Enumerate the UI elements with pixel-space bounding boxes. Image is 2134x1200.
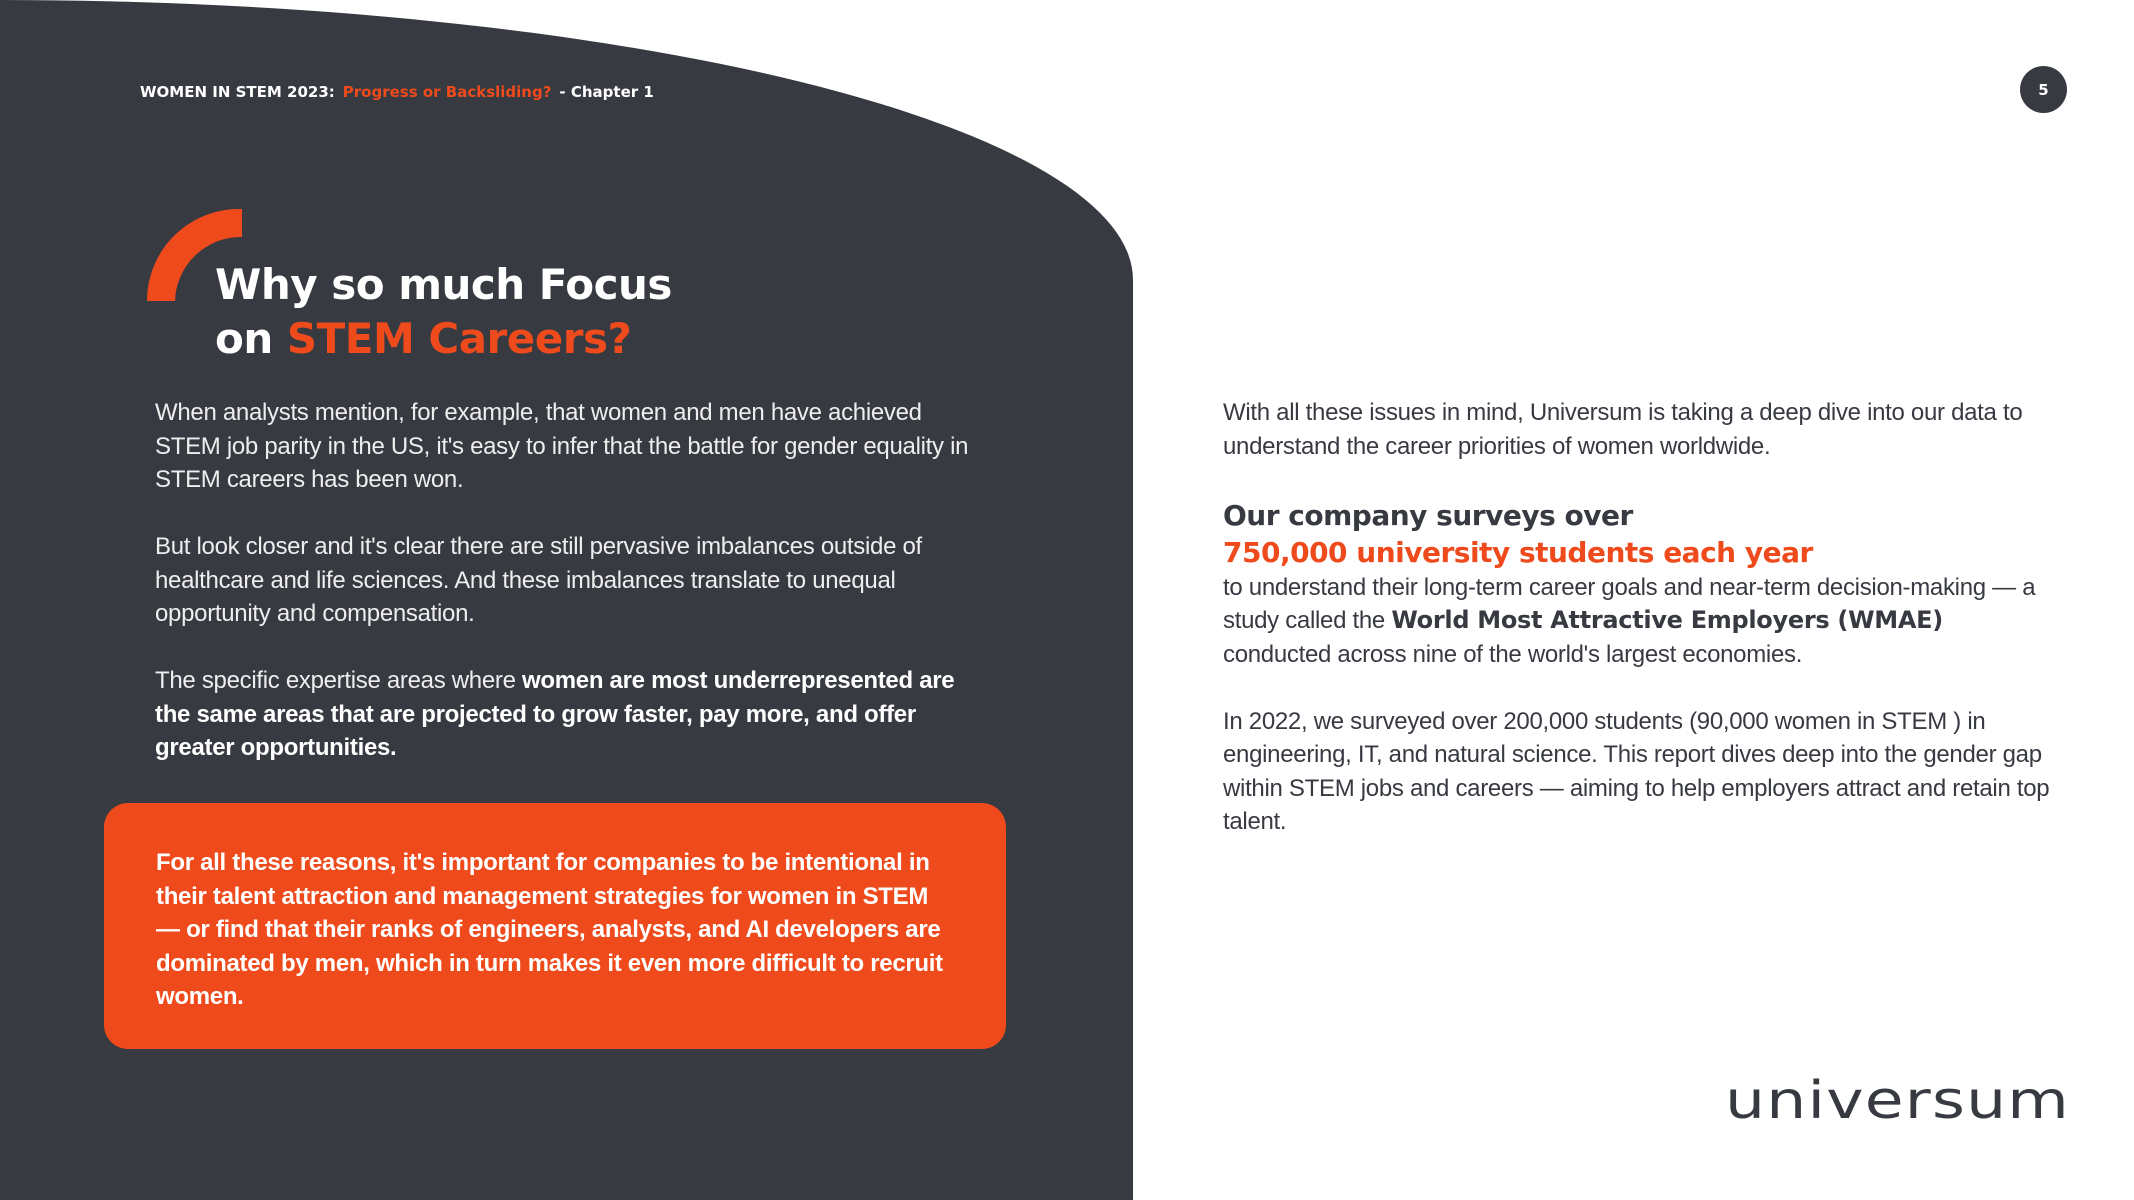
right-paragraph-2-start: to understand their long-term career goals and near-term decision-making — a study called the xyxy=(1223,573,2036,634)
section-title xyxy=(215,258,915,366)
page-number-badge: 5 xyxy=(2020,66,2067,113)
title-line-2 xyxy=(215,312,915,366)
title-line-2-prefix: on xyxy=(215,314,273,363)
logo-wordmark: universum xyxy=(1725,1078,2070,1124)
chapter-label: - Chapter 1 xyxy=(559,83,654,101)
left-paragraph-2: But look closer and it's clear there are still pervasive imbalances outside of healthcare and life sciences. And these imbalances translate to unequal opportunity and compensation. xyxy=(155,533,922,627)
callout-box xyxy=(104,803,1006,1049)
title-line-1: Why so much Focus xyxy=(215,260,672,309)
left-column-text xyxy=(155,396,985,798)
left-paragraph-3-bold: women are most underrepresented are the same areas that are projected to grow faster, pay more, and offer greater opportunities. xyxy=(155,667,955,761)
left-paragraph-3 xyxy=(155,664,985,765)
left-paragraph-3-plain: The specific expertise areas where xyxy=(155,667,516,694)
callout-text: For all these reasons, it's important for companies to be intentional in their talent attraction and management strategies for women in STEM — or find that their ranks of engineers, analysts, and AI developers are dominated by men, which in turn makes it even more difficult to recruit women. xyxy=(156,849,943,1010)
report-subtitle: Progress or Backsliding? xyxy=(342,83,552,101)
left-paragraph-1: When analysts mention, for example, that women and men have achieved STEM job parity in the US, it's easy to infer that the battle for gender equality in STEM careers has been won. xyxy=(155,399,969,493)
title-line-2-accent: STEM Careers? xyxy=(286,314,632,363)
right-paragraph-1: With all these issues in mind, Universum is taking a deep dive into our data to understand the career priorities of women worldwide. xyxy=(1223,399,2023,460)
right-column-text xyxy=(1223,396,2053,872)
right-paragraph-3: In 2022, we surveyed over 200,000 students (90,000 women in STEM ) in engineering, IT, and natural science. This report dives deep into the gender gap within STEM jobs and careers — aiming to help employers attract and retain top talent. xyxy=(1223,707,2050,835)
right-paragraph-2-end: conducted across nine of the world's largest economies. xyxy=(1223,640,1803,668)
wmae-study-name: World Most Attractive Employers (WMAE) xyxy=(1391,606,1943,634)
universum-logo xyxy=(1725,1078,2070,1124)
survey-highlight: 750,000 university students each year xyxy=(1223,535,1813,569)
report-header xyxy=(140,82,654,102)
survey-heading: Our company surveys over xyxy=(1223,498,1633,532)
right-paragraph-2 xyxy=(1223,571,2053,672)
report-name: WOMEN IN STEM 2023: xyxy=(140,83,335,101)
